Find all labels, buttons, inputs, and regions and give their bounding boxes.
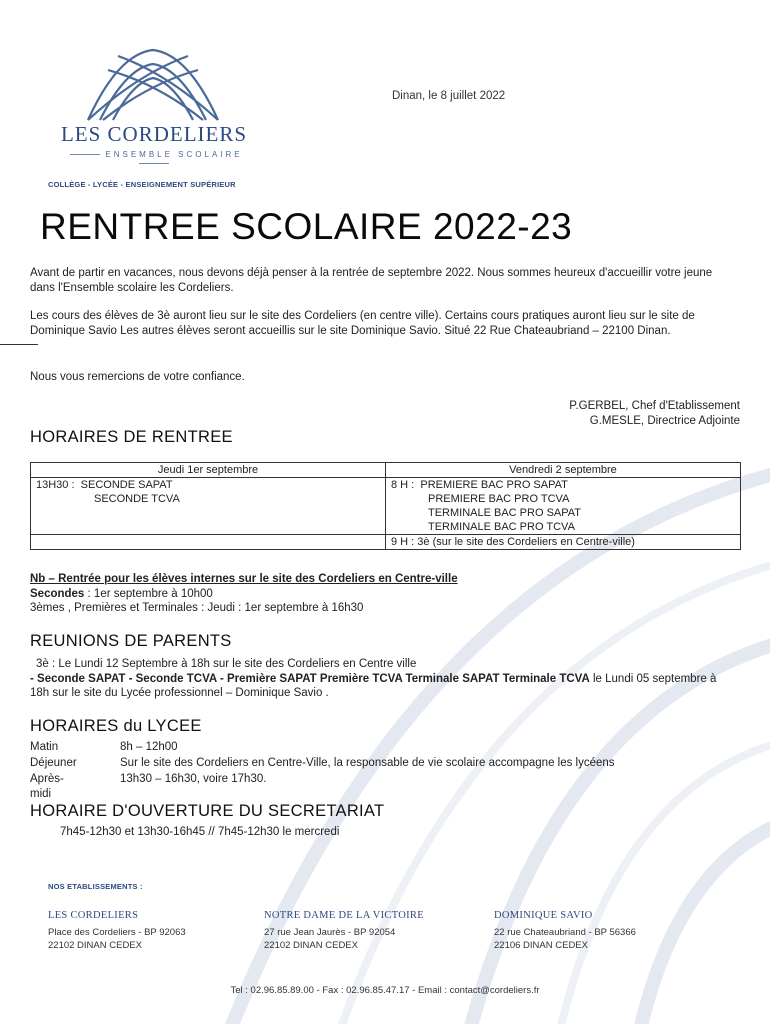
footer-contact: Tel : 02.96.85.89.00 - Fax : 02.96.85.47.17 - Email : contact@cordeliers.fr [230,985,540,996]
table-cell-empty [31,535,386,550]
margin-line [0,344,38,345]
nb-others: 3èmes , Premières et Terminales : Jeudi : 1er septembre à 16h30 [30,602,364,614]
etablissement-address: 27 rue Jean Jaurès - BP 92054 [264,927,396,938]
etablissement-city: 22102 DINAN CEDEX [48,940,142,951]
nb-secondes-label: Secondes [30,587,85,600]
table-row [31,478,741,535]
etablissement-city: 22102 DINAN CEDEX [264,940,358,951]
horaires-rentree-table [30,462,741,550]
etablissement-address: Place des Cordeliers - BP 92063 [48,927,186,938]
signature-line-2: G.MESLE, Directrice Adjointe [589,414,740,427]
signature-line-1: P.GERBEL, Chef d'Etablissement [569,400,740,412]
logo-subtitle: ENSEMBLE SCOLAIRE [46,150,262,168]
signature-block [569,399,740,428]
class-line: SECONDE SAPAT [80,479,173,491]
reunions-text [30,657,735,701]
etablissements-title: NOS ETABLISSEMENTS : [48,882,143,891]
table-cell-9h: 9 H : 3è (sur le site des Cordeliers en Centre-ville) [386,535,741,550]
time-label: 13H30 : [36,479,75,491]
secretariat-hours: 7h45-12h30 et 13h30-16h45 // 7h45-12h30 le mercredi [60,826,340,838]
letter-date: Dinan, le 8 juillet 2022 [392,90,506,102]
table-row [31,535,741,550]
time-label: 8 H : [391,479,415,491]
nb-internes [30,572,458,616]
etablissement-name: NOTRE DAME DE LA VICTOIRE [264,910,424,921]
table-header-jeudi: Jeudi 1er septembre [31,463,386,478]
logo-name: LES CORDELIERS [60,122,248,146]
etablissement-notre-dame [264,910,424,952]
heading-horaires-rentree: HORAIRES DE RENTREE [30,428,233,446]
etablissement-name: DOMINIQUE SAVIO [494,910,593,921]
etablissement-savio [494,910,636,952]
table-cell-jeudi [31,478,386,535]
intro-paragraph-2: Les cours des élèves de 3è auront lieu sur le site des Cordeliers (en centre ville). Certains cours pratiques auront lieu sur le site de Dominique Savio Les autres élèves seront accueillis sur le site Dominique Savio. Situé 22 Rue Chateaubriand – 22100 Dinan. [30,310,695,337]
table-header-vendredi: Vendredi 2 septembre [386,463,741,478]
etablissement-cordeliers [48,910,186,952]
heading-reunions: REUNIONS DE PARENTS [30,632,232,650]
class-line: PREMIERE BAC PRO TCVA [428,493,570,505]
cordeliers-logo-icon [78,44,228,122]
table-row [31,463,741,478]
heading-lycee: HORAIRES du LYCEE [30,717,202,735]
reunions-classes: - Seconde SAPAT - Seconde TCVA - Première SAPAT Première TCVA Terminale SAPAT Terminale TCVA [30,672,590,685]
nb-title: Nb – Rentrée pour les élèves internes sur le site des Cordeliers en Centre-ville [30,573,458,585]
logo-tagline: COLLÈGE - LYCÉE - ENSEIGNEMENT SUPÉRIEUR [48,180,236,189]
reunions-line-2: le Lundi 05 septembre à 18h sur le site du Lycée professionnel – Dominique Savio . [30,672,717,699]
class-line: TERMINALE BAC PRO TCVA [428,521,575,533]
class-line: TERMINALE BAC PRO SAPAT [428,507,582,519]
heading-secretariat: HORAIRE D'OUVERTURE DU SECRETARIAT [30,802,385,820]
table-cell-vendredi [386,478,741,535]
intro-paragraph-1: Avant de partir en vacances, nous devons déjà penser à la rentrée de septembre 2022. Nous sommes heureux d'accueillir votre jeune dans l'Ensemble scolaire les Cordeliers. [30,267,713,294]
etablissement-address: 22 rue Chateaubriand - BP 56366 [494,927,636,938]
nb-secondes-text: : 1er septembre à 10h00 [84,587,213,600]
intro-paragraph-3: Nous vous remercions de votre confiance. [30,371,245,383]
page-title: RENTREE SCOLAIRE 2022-23 [40,206,573,247]
reunions-line-1: 3è : Le Lundi 12 Septembre à 18h sur le site des Cordeliers en Centre ville [36,658,417,670]
class-line: SECONDE TCVA [94,493,180,505]
etablissement-city: 22106 DINAN CEDEX [494,940,588,951]
etablissement-name: LES CORDELIERS [48,910,139,921]
class-line: PREMIERE BAC PRO SAPAT [420,479,568,491]
